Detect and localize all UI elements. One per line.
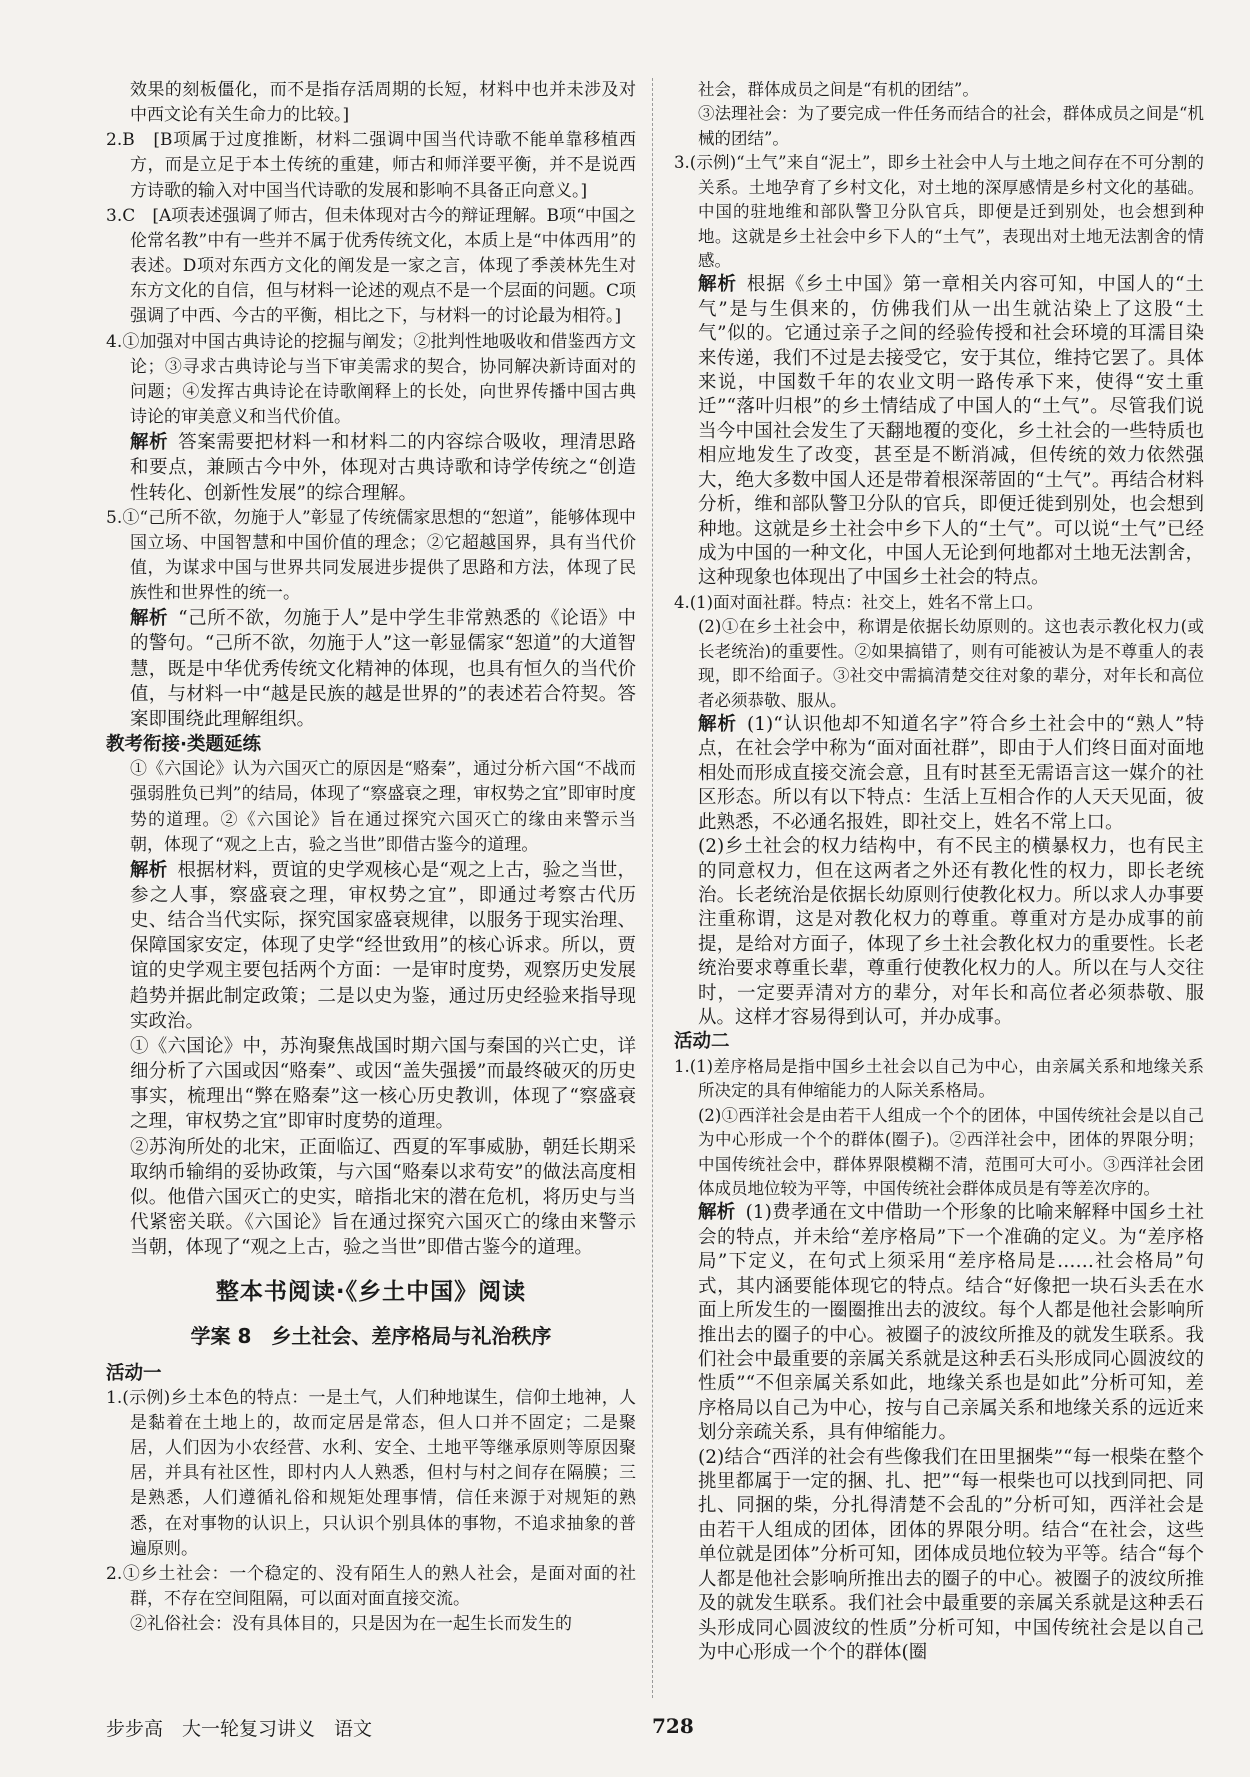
answer-continuation: 社会，群体成员之间是“有机的团结”。 (698, 80, 979, 99)
analysis-label: 解析 (130, 432, 169, 454)
analysis-text: 根据材料，贾谊的史学观核心是“观之上古，验之当世，参之人事，察盛衰之理，审权势之宜”，即通过考察古代历史、结合当代实际，探究国家盛衰规律，以服务于现实治理、保障国家安定，体现了史学“经世致用”的核心诉求。所以，贾谊的史学观主要包括两个方面：一是审时度势，观察历史发展趋势并据此制定政策；二是以史为鉴，通过历史经验来指导现实政治。 (130, 859, 636, 1032)
section-heading: 活动二 (674, 1031, 730, 1053)
analysis-text: 根据《乡土中国》第一章相关内容可知，中国人的“土气”是与生俱来的，仿佛我们从一出生就沾染上了这股“土气”似的。它通过亲子之间的经验传授和社会环境的耳濡目染来传递，我们不过是去接受它，安于其位，维持它罢了。具体来说，中国数千年的农业文明一路传承下来，使得“安土重迁”“落叶归根”的乡土情结成了中国人的“土气”。尽管我们说当今中国社会发生了天翻地覆的变化，乡土社会的一些特质也相应地发生了改变，甚至是不断消减，但传统的效力依然强大，绝大多数中国人还是带着根深蒂固的“土气”。再结合材料分析，维和部队警卫分队的官兵，即便迁徙到别处，也会想到种地。这就是乡土社会中乡下人的“土气”。可以说“土气”已经成为中国的一种文化，中国人无论到何地都对土地无法割舍，这种现象也体现出了中国乡土社会的特点。 (698, 274, 1204, 589)
analysis-paragraph (106, 606, 636, 732)
case-title: 学案 8 乡土社会、差序格局与礼治秩序 (190, 1323, 552, 1348)
answer-item: 1.(示例)乡土本色的特点：一是土气，人们种地谋生，信仰土地神，人是黏着在土地上的，故而定居是常态，但人口并不固定；二是聚居，人们因为小农经营、水利、安全、土地平等继承原则等原因聚居，并具有社区性，即村内人人熟悉，但村与村之间存在隔膜；三是熟悉，人们遵循礼俗和规矩处理事情，信任来源于对规矩的熟悉，在对事物的认识上，只认识个别具体的事物，不追求抽象的普遍原则。 (106, 1387, 636, 1559)
analysis-label: 解析 (698, 274, 737, 296)
analysis-continuation: ②苏洵所处的北宋，正面临辽、西夏的军事威胁，朝廷长期采取纳币输绢的妥协政策，与六国“赂秦以求苟安”的做法高度相似。他借六国灭亡的史实，暗指北宋的潜在危机，将历史与当代紧密关联。《六国论》旨在通过探究六国灭亡的缘由来警示当朝，体现了“观之上古，验之当世”即借古鉴今的道理。 (130, 1136, 636, 1259)
analysis-text: 答案需要把材料一和材料二的内容综合吸收，理清思路和要点，兼顾古今中外，体现对古典诗歌和诗学传统之“创造性转化、创新性发展”的综合理解。 (130, 432, 636, 504)
answer-item: 4.①加强对中国古典诗论的挖掘与阐发；②批判性地吸收和借鉴西方文论；③寻求古典诗论与当下审美需求的契合，协同解决新诗面对的问题；④发挥古典诗论在诗歌阐释上的长处，向世界传播中国古典诗论的审美意义和当代价值。 (106, 331, 636, 428)
analysis-continuation: (2)结合“西洋的社会有些像我们在田里捆柴”“每一根柴在整个挑里都属于一定的捆、扎、把”“每一根柴也可以找到同把、同扎、同捆的柴，分扎得清楚不会乱的”分析可知，西洋社会是由若干人组成的团体，团体的界限分明。结合“在社会，这些单位就是团体”分析可知，团体成员地位较为平等。结合“每个人都是他社会影响所推出去的圈子的中心。被圈子的波纹所推及的就发生联系。我们社会中最重要的亲属关系就是这种丢石头形成同心圆波纹的性质”分析可知，中国传统社会是以自己为中心形成一个个的群体(圈 (698, 1446, 1204, 1663)
answer-continuation: 效果的刻板僵化，而不是指存活周期的长短，材料中也并未涉及对中西文论有关生命力的比较。] (130, 80, 636, 126)
analysis-continuation: ①《六国论》中，苏洵聚焦战国时期六国与秦国的兴亡史，详细分析了六国或因“赂秦”、或因“盖失强援”而最终破灭的历史事实，梳理出“弊在赂秦”这一核心历史教训，体现了“察盛衰之理，审权势之宜”即审时度势的道理。 (130, 1035, 636, 1133)
analysis-label: 解析 (698, 1202, 736, 1224)
right-column (674, 78, 1204, 1665)
answer-continuation: (2)①西洋社会是由若干人组成一个个的团体，中国传统社会是以自己为中心形成一个个的群体(圈子)。②西洋社会中，团体的界限分明；中国传统社会中，群体界限模糊不清，范围可大可小。③西洋社会团体成员地位较为平等，中国传统社会群体成员是有等差次序的。 (698, 1105, 1204, 1198)
answer-item: 4.(1)面对面社群。特点：社交上，姓名不常上口。 (674, 592, 1044, 612)
page-number: 728 (652, 1714, 694, 1738)
answer-item: 5.①“己所不欲，勿施于人”彰显了传统儒家思想的“恕道”，能够体现中国立场、中国智慧和中国价值的理念；②它超越国界，具有当代价值，为谋求中国与世界共同发展进步提供了思路和方法，体现了民族性和世界性的统一。 (106, 507, 636, 604)
column-divider (652, 78, 653, 1698)
analysis-text: (1)“认识他却不知道名字”符合乡土社会中的“熟人”特点，在社会学中称为“面对面社群”，即由于人们终日面对面地相处而形成直接交流会意，且有时甚至无需语言这一媒介的社区形态。所以有以下特点：生活上互相合作的人天天见面，彼此熟悉，不必通名报姓，即社交上，姓名不常上口。 (698, 713, 1204, 833)
chapter-title: 整本书阅读·《乡土中国》阅读 (215, 1279, 527, 1306)
answer-item: 3.(示例)“土气”来自“泥土”，即乡土社会中人与土地之间存在不可分割的关系。土地孕育了乡村文化，对土地的深厚感情是乡村文化的基础。中国的驻地维和部队警卫分队官兵，即便是迁到别处，也会想到种地。这就是乡土社会中乡下人的“土气”，表现出对土地无法割舍的情感。 (674, 153, 1204, 270)
answer-continuation: ③法理社会：为了要完成一件任务而结合的社会，群体成员之间是“机械的团结”。 (698, 104, 1204, 148)
section-heading: 活动一 (106, 1362, 162, 1384)
answer-item: 3.C [A项表述强调了师古，但未体现对古今的辩证理解。B项“中国之伦常名教”中有一些并不属于优秀传统文化，本质上是“中体西用”的表述。D项对东西方文化的阐发是一家之言，体现了季羡林先生对东方文化的自信，但与材料一论述的观点不是一个层面的问题。C项强调了中西、今古的平衡，相比之下，与材料一的讨论最为相符。] (106, 205, 637, 327)
analysis-paragraph (674, 713, 1204, 835)
analysis-paragraph (674, 273, 1204, 590)
analysis-paragraph (106, 858, 636, 1034)
analysis-text: (1)费孝通在文中借助一个形象的比喻来解释中国乡土社会的特点，并未给“差序格局”下一个准确的定义。为“差序格局”下定义，在句式上须采用“差序格局是……社会格局”句式，其内涵要能体现它的特点。结合“好像把一块石头丢在水面上所发生的一圈圈推出去的波纹。每个人都是他社会影响所推出去的圈子的中心。被圈子的波纹所推及的就发生联系。我们社会中最重要的亲属关系就是这种丢石头形成同心圆波纹的性质”“不但亲属关系如此，地缘关系也是如此”分析可知，差序格局以自己为中心，按与自己亲属关系和地缘关系的远近来划分亲疏关系，具有伸缩能力。 (698, 1202, 1204, 1444)
analysis-paragraph (106, 430, 636, 505)
section-heading: 教考衔接·类题延练 (106, 734, 262, 756)
analysis-label: 解析 (130, 859, 168, 881)
answer-continuation: ②礼俗社会：没有具体目的，只是因为在一起生长而发生的 (130, 1614, 572, 1635)
analysis-label: 解析 (698, 713, 737, 735)
analysis-label: 解析 (130, 608, 169, 630)
answer-item: 2.B [B项属于过度推断，材料二强调中国当代诗歌不能单靠移植西方，而是立足于本土传统的重建，师古和师洋要平衡，并不是说西方诗歌的输入对中国当代诗歌的发展和影响不具备正向意义。] (106, 130, 636, 201)
analysis-text: “己所不欲，勿施于人”是中学生非常熟悉的《论语》中的警句。“己所不欲，勿施于人”这一彰显儒家“恕道”的大道智慧，既是中华优秀传统文化精神的体现，也具有恒久的当代价值，与材料一中“越是民族的越是世界的”的表述若合符契。答案即围绕此理解组织。 (130, 608, 636, 730)
page-footer (106, 1714, 1206, 1744)
left-column (106, 78, 636, 1637)
answer-item: 2.①乡土社会：一个稳定的、没有陌生人的熟人社会，是面对面的社群，不存在空间阻隔，可以面对面直接交流。 (106, 1563, 636, 1610)
answer-continuation: (2)①在乡土社会中，称谓是依据长幼原则的。这也表示教化权力(或长老统治)的重要性。②如果搞错了，则有可能被认为是不尊重人的表现，即不给面子。③社交中需搞清楚交往对象的辈分，对年长和高位者必须恭敬、服从。 (698, 617, 1204, 710)
analysis-paragraph (674, 1201, 1204, 1445)
analysis-continuation: (2)乡土社会的权力结构中，有不民主的横暴权力，也有民主的同意权力，但在这两者之外还有教化性的权力，即长老统治。长老统治是依据长幼原则行使教化权力。所以求人办事要注重称谓，这是对教化权力的尊重。尊重对方是办成事的前提，是给对方面子，体现了乡土社会教化权力的重要性。长老统治要求尊重长辈，尊重行使教化权力的人。所以在与人交往时，一定要弄清对方的辈分，对年长和高位者必须恭敬、服从。这样才容易得到认可，并办成事。 (698, 836, 1204, 1029)
answer-continuation: ①《六国论》认为六国灭亡的原因是“赂秦”，通过分析六国“不战而强弱胜负已判”的结局，体现了“察盛衰之理，审权势之宜”即审时度势的道理。②《六国论》旨在通过探究六国灭亡的缘由来警示当朝，体现了“观之上古，验之当世”即借古鉴今的道理。 (130, 759, 636, 855)
book-title: 步步高 大一轮复习讲义 语文 (106, 1718, 373, 1740)
answer-item: 1.(1)差序格局是指中国乡土社会以自己为中心，由亲属关系和地缘关系所决定的具有伸缩能力的人际关系格局。 (674, 1056, 1204, 1101)
